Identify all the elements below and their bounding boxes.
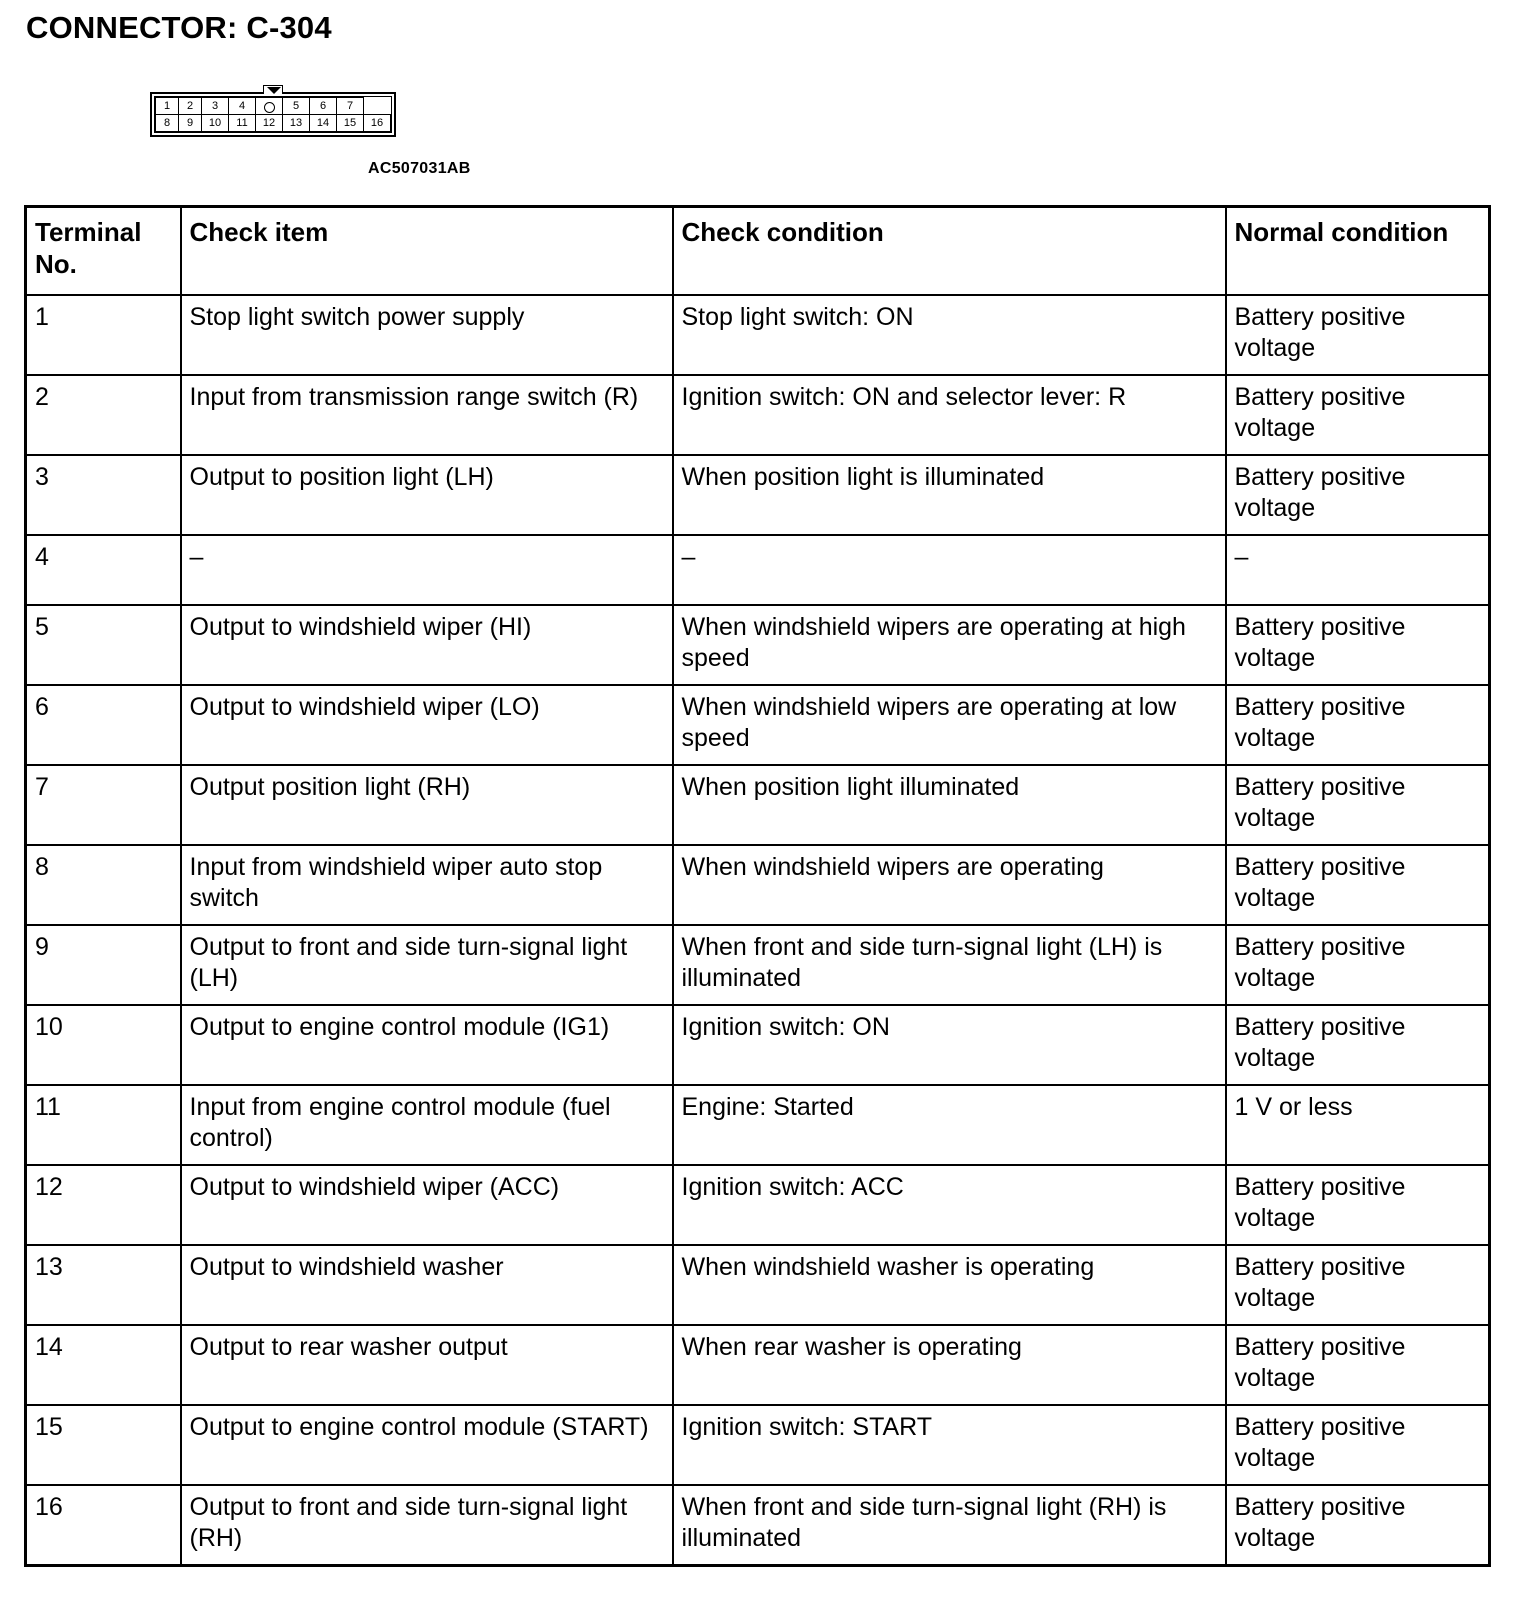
check-item-cell: Input from windshield wiper auto stop switch bbox=[181, 845, 673, 925]
check-condition-cell: Ignition switch: ON and selector lever: R bbox=[673, 375, 1226, 455]
terminal-no-cell: 15 bbox=[26, 1405, 181, 1485]
check-item-cell: Output to position light (LH) bbox=[181, 455, 673, 535]
terminal-no-cell: 8 bbox=[26, 845, 181, 925]
column-header-check-item: Check item bbox=[181, 207, 673, 296]
terminal-no-cell: 12 bbox=[26, 1165, 181, 1245]
check-condition-cell: When windshield wipers are operating at low speed bbox=[673, 685, 1226, 765]
normal-condition-cell: Battery positive voltage bbox=[1226, 605, 1490, 685]
normal-condition-cell: Battery positive voltage bbox=[1226, 925, 1490, 1005]
check-condition-cell: – bbox=[673, 535, 1226, 605]
pin-cell-4: 4 bbox=[229, 98, 256, 115]
table-row bbox=[26, 765, 1490, 845]
connector-inner-outline bbox=[154, 96, 392, 133]
check-item-cell: Input from transmission range switch (R) bbox=[181, 375, 673, 455]
check-item-cell: Output to windshield wiper (LO) bbox=[181, 685, 673, 765]
pinout-table bbox=[155, 97, 391, 132]
terminal-no-cell: 5 bbox=[26, 605, 181, 685]
normal-condition-cell: Battery positive voltage bbox=[1226, 1245, 1490, 1325]
terminal-no-cell: 10 bbox=[26, 1005, 181, 1085]
pin-cell-16: 16 bbox=[364, 115, 391, 132]
table-row bbox=[26, 1005, 1490, 1085]
terminal-no-cell: 6 bbox=[26, 685, 181, 765]
check-item-cell: Output to windshield wiper (ACC) bbox=[181, 1165, 673, 1245]
table-row bbox=[26, 295, 1490, 375]
pin-cell-2: 2 bbox=[179, 98, 202, 115]
page-title: CONNECTOR: C-304 bbox=[26, 10, 332, 45]
pin-cell-6: 6 bbox=[310, 98, 337, 115]
check-condition-cell: When position light illuminated bbox=[673, 765, 1226, 845]
column-header-check-condition: Check condition bbox=[673, 207, 1226, 296]
terminal-no-cell: 16 bbox=[26, 1485, 181, 1566]
table-row bbox=[26, 925, 1490, 1005]
check-condition-cell: When windshield wipers are operating bbox=[673, 845, 1226, 925]
check-item-cell: Output to front and side turn-signal light (LH) bbox=[181, 925, 673, 1005]
table-row bbox=[26, 1405, 1490, 1485]
check-item-cell: Output to engine control module (START) bbox=[181, 1405, 673, 1485]
pinout-row-bottom bbox=[156, 115, 391, 132]
check-item-cell: Output to rear washer output bbox=[181, 1325, 673, 1405]
connector-outline bbox=[150, 92, 396, 137]
check-condition-cell: When windshield wipers are operating at high speed bbox=[673, 605, 1226, 685]
check-condition-cell: When front and side turn-signal light (LH) is illuminated bbox=[673, 925, 1226, 1005]
normal-condition-cell: 1 V or less bbox=[1226, 1085, 1490, 1165]
check-item-cell: Output position light (RH) bbox=[181, 765, 673, 845]
figure-code-label: AC507031AB bbox=[368, 160, 471, 177]
table-row bbox=[26, 375, 1490, 455]
check-condition-cell: When position light is illuminated bbox=[673, 455, 1226, 535]
pin-cell-1: 1 bbox=[156, 98, 179, 115]
pin-cell-5: 5 bbox=[283, 98, 310, 115]
pin-cell-7: 7 bbox=[337, 98, 364, 115]
pin-cell-keyhole bbox=[256, 98, 283, 115]
check-item-cell: Output to windshield wiper (HI) bbox=[181, 605, 673, 685]
check-condition-cell: When windshield washer is operating bbox=[673, 1245, 1226, 1325]
normal-condition-cell: – bbox=[1226, 535, 1490, 605]
pin-cell-3: 3 bbox=[202, 98, 229, 115]
connector-lock-tab-icon bbox=[263, 85, 283, 94]
table-body bbox=[26, 295, 1490, 1566]
column-header-terminal-no: Terminal No. bbox=[26, 207, 181, 296]
pin-cell-14: 14 bbox=[310, 115, 337, 132]
check-condition-cell: Engine: Started bbox=[673, 1085, 1226, 1165]
check-condition-cell: When rear washer is operating bbox=[673, 1325, 1226, 1405]
check-item-cell: Stop light switch power supply bbox=[181, 295, 673, 375]
table-row bbox=[26, 685, 1490, 765]
check-condition-cell: Stop light switch: ON bbox=[673, 295, 1226, 375]
pin-cell-13: 13 bbox=[283, 115, 310, 132]
terminal-no-cell: 13 bbox=[26, 1245, 181, 1325]
terminal-no-cell: 14 bbox=[26, 1325, 181, 1405]
normal-condition-cell: Battery positive voltage bbox=[1226, 1165, 1490, 1245]
pin-cell-12: 12 bbox=[256, 115, 283, 132]
terminal-no-cell: 11 bbox=[26, 1085, 181, 1165]
normal-condition-cell: Battery positive voltage bbox=[1226, 295, 1490, 375]
normal-condition-cell: Battery positive voltage bbox=[1226, 1325, 1490, 1405]
normal-condition-cell: Battery positive voltage bbox=[1226, 685, 1490, 765]
terminal-no-cell: 4 bbox=[26, 535, 181, 605]
normal-condition-cell: Battery positive voltage bbox=[1226, 455, 1490, 535]
check-item-cell: Output to windshield washer bbox=[181, 1245, 673, 1325]
table-row bbox=[26, 1165, 1490, 1245]
check-item-cell: Output to engine control module (IG1) bbox=[181, 1005, 673, 1085]
table-row bbox=[26, 455, 1490, 535]
normal-condition-cell: Battery positive voltage bbox=[1226, 375, 1490, 455]
terminal-no-cell: 2 bbox=[26, 375, 181, 455]
normal-condition-cell: Battery positive voltage bbox=[1226, 1405, 1490, 1485]
terminal-check-table bbox=[24, 205, 1491, 1567]
terminal-no-cell: 9 bbox=[26, 925, 181, 1005]
pin-cell-15: 15 bbox=[337, 115, 364, 132]
check-condition-cell: Ignition switch: ACC bbox=[673, 1165, 1226, 1245]
pin-cell-11: 11 bbox=[229, 115, 256, 132]
table-row bbox=[26, 1485, 1490, 1566]
terminal-no-cell: 1 bbox=[26, 295, 181, 375]
check-item-cell: Input from engine control module (fuel control) bbox=[181, 1085, 673, 1165]
pinout-row-top bbox=[156, 98, 391, 115]
table-header-row bbox=[26, 207, 1490, 296]
keyhole-circle-icon bbox=[264, 102, 275, 113]
terminal-check-table-wrapper bbox=[24, 205, 1488, 1567]
pin-cell-9: 9 bbox=[179, 115, 202, 132]
check-condition-cell: When front and side turn-signal light (RH) is illuminated bbox=[673, 1485, 1226, 1566]
pin-cell-8: 8 bbox=[156, 115, 179, 132]
table-row bbox=[26, 845, 1490, 925]
column-header-normal-condition: Normal condition bbox=[1226, 207, 1490, 296]
connector-pinout-figure bbox=[150, 92, 396, 142]
check-condition-cell: Ignition switch: START bbox=[673, 1405, 1226, 1485]
normal-condition-cell: Battery positive voltage bbox=[1226, 1485, 1490, 1566]
terminal-no-cell: 7 bbox=[26, 765, 181, 845]
terminal-no-cell: 3 bbox=[26, 455, 181, 535]
check-item-cell: Output to front and side turn-signal light (RH) bbox=[181, 1485, 673, 1566]
table-row bbox=[26, 1245, 1490, 1325]
pin-cell-10: 10 bbox=[202, 115, 229, 132]
table-row bbox=[26, 605, 1490, 685]
table-row bbox=[26, 535, 1490, 605]
normal-condition-cell: Battery positive voltage bbox=[1226, 845, 1490, 925]
table-row bbox=[26, 1085, 1490, 1165]
normal-condition-cell: Battery positive voltage bbox=[1226, 765, 1490, 845]
table-row bbox=[26, 1325, 1490, 1405]
normal-condition-cell: Battery positive voltage bbox=[1226, 1005, 1490, 1085]
check-condition-cell: Ignition switch: ON bbox=[673, 1005, 1226, 1085]
check-item-cell: – bbox=[181, 535, 673, 605]
